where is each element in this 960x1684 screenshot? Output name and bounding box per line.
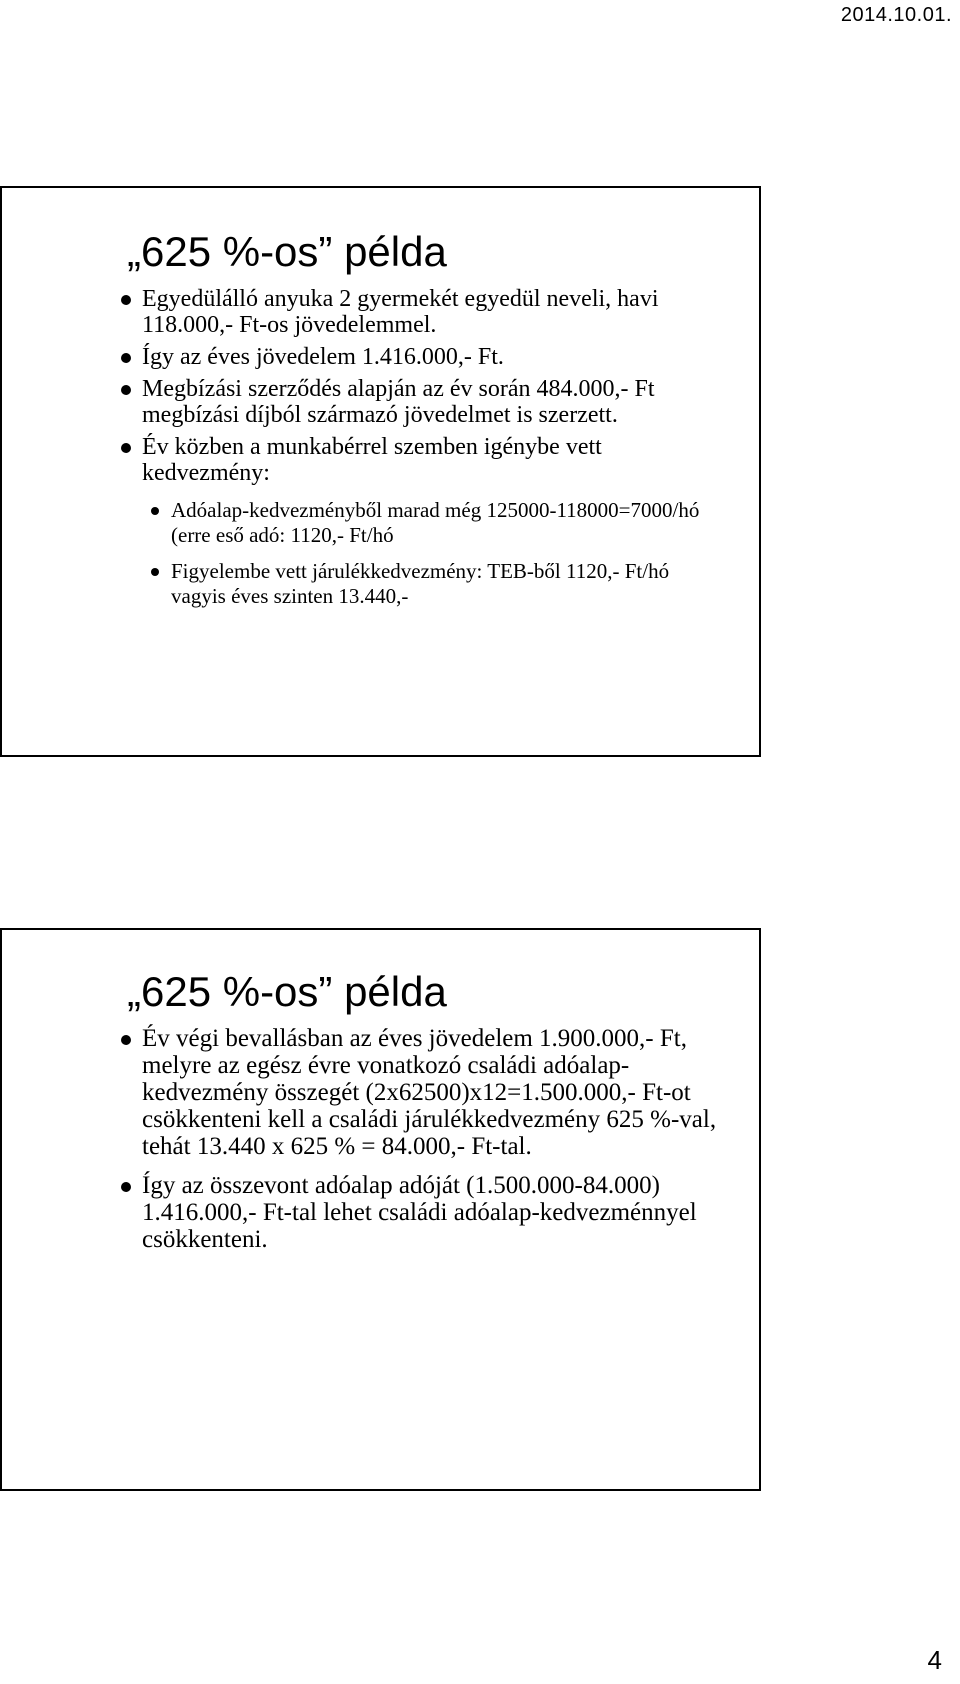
bullet-dot-icon bbox=[121, 353, 131, 363]
sub-bullet-dot-icon bbox=[151, 507, 159, 515]
bullet-item bbox=[142, 286, 722, 338]
sub-bullet-text: Figyelembe vett járulékkedvezmény: TEB-ből 1120,- Ft/hó vagyis éves szinten 13.440,- bbox=[171, 559, 670, 608]
sub-bullet-item bbox=[171, 498, 722, 548]
bullet-text: Egyedülálló anyuka 2 gyermekét egyedül neveli, havi 118.000,- Ft-os jövedelemmel. bbox=[142, 286, 659, 338]
slide-title: „625 %-os” példa bbox=[127, 228, 447, 275]
bullet-item bbox=[142, 1172, 732, 1253]
bullet-text: Év közben a munkabérrel szemben igénybe vett kedvezmény: bbox=[142, 434, 602, 486]
slide-2 bbox=[0, 928, 761, 1491]
sub-bullet-text: Adóalap-kedvezményből marad még 125000-118000=7000/hó (erre eső adó: 1120,- Ft/hó bbox=[171, 498, 700, 547]
bullet-item bbox=[142, 1025, 732, 1160]
bullet-item bbox=[142, 434, 722, 609]
bullet-dot-icon bbox=[121, 295, 131, 305]
bullet-dot-icon bbox=[121, 385, 131, 395]
header-date: 2014.10.01. bbox=[840, 4, 952, 26]
bullet-text: Így az éves jövedelem 1.416.000,- Ft. bbox=[142, 344, 504, 370]
bullet-text: Így az összevont adóalap adóját (1.500.000-84.000) 1.416.000,- Ft-tal lehet családi adóalap-kedvezménnyel csökkenteni. bbox=[142, 1172, 697, 1253]
slide-title: „625 %-os” példa bbox=[127, 968, 447, 1015]
bullet-list bbox=[142, 1025, 732, 1265]
slide-1 bbox=[0, 186, 761, 757]
sub-bullet-item bbox=[171, 559, 722, 609]
sub-bullet-list bbox=[171, 498, 722, 609]
bullet-item bbox=[142, 376, 722, 428]
bullet-dot-icon bbox=[121, 1035, 131, 1045]
bullet-dot-icon bbox=[121, 443, 131, 453]
bullet-text: Megbízási szerződés alapján az év során 484.000,- Ft megbízási díjból származó jövedelmet is szerzett. bbox=[142, 376, 655, 428]
page-number: 4 bbox=[927, 1645, 942, 1675]
sub-bullet-dot-icon bbox=[151, 568, 159, 576]
bullet-text: Év végi bevallásban az éves jövedelem 1.900.000,- Ft, melyre az egész évre vonatkozó családi adóalap-kedvezmény összegét (2x62500)x12=1.500.000,- Ft-ot csökkenteni kell a családi járulékkedvezmény 625 %-val, tehát 13.440 x 625 % = 84.000,- Ft-tal. bbox=[142, 1025, 717, 1160]
bullet-item bbox=[142, 344, 722, 370]
bullet-dot-icon bbox=[121, 1182, 131, 1192]
bullet-list bbox=[142, 286, 722, 620]
